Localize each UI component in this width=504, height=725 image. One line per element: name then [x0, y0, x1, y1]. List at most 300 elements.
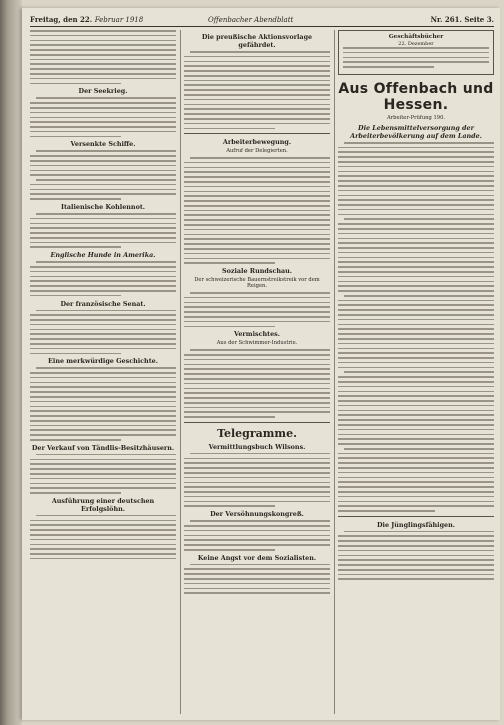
- article-heading: Der Verkauf von Tändlis-Besitzhäusern.: [31, 443, 175, 452]
- text-line: [36, 310, 176, 312]
- text-line: [30, 468, 176, 470]
- text-line: [184, 238, 330, 240]
- text-line: [30, 353, 121, 355]
- text-line: [338, 424, 494, 426]
- column-2: [184, 30, 330, 714]
- text-line: [184, 392, 330, 394]
- text-line: [30, 227, 176, 229]
- text-line: [338, 438, 494, 440]
- text-line: [184, 583, 330, 585]
- text-line: [338, 559, 494, 561]
- text-line: [338, 281, 494, 283]
- text-line: [30, 463, 176, 465]
- article-heading: Der Versöhnungskongreß.: [210, 510, 304, 519]
- text-line: [30, 83, 121, 85]
- text-line: [338, 481, 494, 483]
- text-line: [184, 496, 330, 498]
- text-line: [30, 68, 176, 70]
- text-line: [30, 40, 176, 42]
- text-line: [338, 410, 494, 412]
- text-line: [338, 266, 494, 268]
- text-line: [184, 573, 330, 575]
- text-line: [184, 354, 330, 356]
- text-line: [30, 539, 176, 541]
- text-line: [36, 179, 176, 181]
- article-heading: Keine Angst vor dem Sozialisten.: [197, 553, 317, 562]
- text-line: [30, 121, 176, 123]
- text-line: [343, 57, 489, 59]
- text-line: [184, 56, 330, 58]
- text-line: [344, 218, 494, 220]
- text-line: [30, 529, 176, 531]
- article-heading: Der französische Senat.: [60, 299, 146, 308]
- text-line: [338, 199, 494, 201]
- text-line: [30, 160, 176, 162]
- text-line: [184, 229, 330, 231]
- text-line: [338, 505, 494, 507]
- text-line: [30, 396, 176, 398]
- text-line: [184, 373, 330, 375]
- text-line: [338, 405, 494, 407]
- text-line: [184, 462, 330, 464]
- text-line: [343, 47, 489, 49]
- text-line: [30, 165, 176, 167]
- text-line: [30, 290, 176, 292]
- masthead-title: Offenbacher Abendblatt: [208, 16, 294, 24]
- text-line: [30, 343, 176, 345]
- text-line: [30, 54, 176, 56]
- text-line: [184, 191, 330, 193]
- article-subheading: Der schweizerische Bauernstreikstreik vor dem Reigen.: [194, 277, 320, 290]
- text-line: [184, 388, 330, 390]
- text-line: [338, 238, 494, 240]
- text-line: [184, 297, 330, 299]
- text-line: [338, 400, 494, 402]
- text-line: [184, 378, 330, 380]
- text-line: [338, 434, 494, 436]
- text-line: [338, 535, 494, 537]
- text-line: [30, 558, 176, 560]
- text-line: [338, 357, 494, 359]
- text-line: [338, 271, 494, 273]
- text-line: [343, 52, 489, 54]
- text-line: [338, 564, 494, 566]
- text-line: [30, 126, 176, 128]
- section-title: Aus Offenbach und Hessen.: [338, 80, 494, 113]
- text-line: [184, 248, 330, 250]
- text-line: [184, 118, 330, 120]
- text-line: [338, 419, 494, 421]
- text-line: [184, 383, 330, 385]
- text-line: [338, 338, 494, 340]
- section-subtitle: Arbeiter-Prüfung 190.: [386, 114, 446, 121]
- text-line: [338, 290, 494, 292]
- text-line: [30, 473, 176, 475]
- text-line: [184, 302, 330, 304]
- text-line: [184, 123, 330, 125]
- text-line: [338, 343, 494, 345]
- text-line: [30, 391, 176, 393]
- text-line: [30, 319, 176, 321]
- text-line: [338, 578, 494, 580]
- article-heading: Vermischtes.: [234, 330, 280, 339]
- text-line: [338, 247, 494, 249]
- text-line: [338, 457, 494, 459]
- text-line: [184, 535, 330, 537]
- text-line: [184, 89, 330, 91]
- text-line: [30, 483, 176, 485]
- text-line: [30, 102, 176, 104]
- text-line: [30, 520, 176, 522]
- text-line: [30, 117, 176, 119]
- text-line: [338, 252, 494, 254]
- text-line: [30, 329, 176, 331]
- text-line: [184, 530, 330, 532]
- text-line: [184, 61, 330, 63]
- masthead: [30, 14, 494, 27]
- text-line: [30, 232, 176, 234]
- text-line: [184, 321, 330, 323]
- article-heading: Vermittlungsbuch Wilsons.: [208, 442, 306, 451]
- text-line: [30, 193, 176, 195]
- text-line: [30, 280, 176, 282]
- text-line: [338, 185, 494, 187]
- text-line: [338, 501, 494, 503]
- text-line: [184, 65, 330, 67]
- text-line: [190, 157, 330, 159]
- text-line: [36, 515, 176, 517]
- text-line: [338, 391, 494, 393]
- text-line: [184, 104, 330, 106]
- text-line: [36, 97, 176, 99]
- text-line: [184, 205, 330, 207]
- text-line: [338, 300, 494, 302]
- text-line: [338, 367, 494, 369]
- text-line: [184, 99, 330, 101]
- text-line: [338, 333, 494, 335]
- text-line: [184, 397, 330, 399]
- text-line: [184, 416, 275, 418]
- text-line: [30, 44, 176, 46]
- text-line: [184, 544, 330, 546]
- text-line: [184, 214, 330, 216]
- text-line: [184, 253, 330, 255]
- text-line: [184, 359, 330, 361]
- text-line: [36, 150, 176, 152]
- text-line: [30, 524, 176, 526]
- article-heading: Die preußische Aktionsvorlage gefährdet.: [201, 33, 313, 49]
- text-line: [30, 30, 176, 32]
- text-line: [338, 319, 494, 321]
- column-rule: [180, 30, 181, 714]
- text-line: [30, 242, 176, 244]
- text-line: [30, 285, 176, 287]
- text-line: [184, 482, 330, 484]
- text-line: [338, 386, 494, 388]
- text-line: [338, 395, 494, 397]
- text-line: [30, 237, 176, 239]
- text-line: [184, 181, 330, 183]
- text-line: [338, 304, 494, 306]
- text-line: [184, 402, 330, 404]
- text-line: [30, 73, 176, 75]
- ad-title: Geschäftsbücher: [388, 34, 444, 40]
- text-line: [338, 309, 494, 311]
- text-line: [36, 454, 176, 456]
- text-line: [30, 131, 176, 133]
- text-line: [30, 189, 176, 191]
- text-line: [184, 70, 330, 72]
- text-line: [30, 170, 176, 172]
- text-line: [344, 371, 494, 373]
- text-line: [184, 491, 330, 493]
- horizontal-rule: [184, 133, 330, 134]
- text-line: [338, 328, 494, 330]
- horizontal-rule: [184, 422, 330, 423]
- text-line: [338, 233, 494, 235]
- text-line: [184, 94, 330, 96]
- text-line: [184, 234, 330, 236]
- text-line: [184, 588, 330, 590]
- text-line: [184, 364, 330, 366]
- text-line: [338, 228, 494, 230]
- text-line: [30, 420, 176, 422]
- text-line: [338, 477, 494, 479]
- text-line: [338, 462, 494, 464]
- article-heading: Die Jünglingsfähigen.: [377, 520, 455, 529]
- masthead-date: Freitag, den 22. Februar 1918: [30, 15, 144, 24]
- text-line: [36, 213, 176, 215]
- text-line: [30, 155, 176, 157]
- text-line: [30, 198, 121, 200]
- text-line: [338, 171, 494, 173]
- text-line: [344, 531, 494, 533]
- text-line: [338, 261, 494, 263]
- text-line: [30, 78, 176, 80]
- article-subheading: Aufruf der Delegierten.: [226, 148, 288, 155]
- text-line: [338, 257, 494, 259]
- text-line: [338, 496, 494, 498]
- article-heading: Eine merkwürdige Geschichte.: [48, 357, 158, 366]
- text-line: [36, 367, 176, 369]
- text-line: [338, 175, 494, 177]
- text-line: [338, 161, 494, 163]
- text-line: [30, 174, 176, 176]
- text-line: [30, 271, 176, 273]
- text-line: [338, 510, 435, 512]
- newspaper-page: [22, 8, 500, 720]
- text-line: [184, 477, 330, 479]
- ad-date: 22. Dezember: [398, 41, 434, 47]
- text-line: [30, 276, 176, 278]
- text-line: [338, 147, 494, 149]
- text-line: [338, 443, 494, 445]
- text-line: [184, 486, 330, 488]
- text-line: [30, 136, 121, 138]
- text-line: [184, 176, 330, 178]
- text-line: [344, 142, 494, 144]
- advertisement-box: [338, 30, 494, 75]
- text-line: [184, 162, 330, 164]
- text-line: [184, 578, 330, 580]
- text-line: [30, 544, 176, 546]
- text-line: [30, 372, 176, 374]
- text-line: [30, 348, 176, 350]
- text-line: [338, 190, 494, 192]
- text-line: [338, 276, 494, 278]
- text-line: [338, 491, 494, 493]
- text-line: [184, 219, 330, 221]
- text-line: [36, 261, 176, 263]
- text-line: [338, 429, 494, 431]
- text-line: [344, 295, 494, 297]
- text-line: [30, 295, 121, 297]
- page-binding-edge: [0, 0, 22, 725]
- text-line: [184, 316, 330, 318]
- text-line: [30, 410, 176, 412]
- text-line: [184, 195, 330, 197]
- text-line: [338, 242, 494, 244]
- text-line: [338, 195, 494, 197]
- text-line: [30, 377, 176, 379]
- horizontal-rule: [338, 516, 494, 517]
- text-line: [30, 333, 176, 335]
- article-subheading: Aus der Schwimmer-Industrie.: [216, 340, 298, 347]
- text-line: [338, 285, 494, 287]
- text-line: [338, 550, 494, 552]
- article-heading: Englische Hunde in Amerika.: [50, 251, 156, 260]
- text-line: [343, 66, 434, 68]
- text-line: [190, 292, 330, 294]
- text-line: [30, 246, 121, 248]
- text-line: [30, 184, 176, 186]
- text-line: [338, 467, 494, 469]
- article-heading: Die Lebensmittelversorgung der Arbeiterbevölkerung auf dem Lande.: [350, 123, 482, 140]
- text-line: [338, 574, 494, 576]
- text-line: [338, 453, 494, 455]
- text-line: [184, 539, 330, 541]
- text-line: [338, 314, 494, 316]
- text-line: [184, 525, 330, 527]
- text-line: [190, 349, 330, 351]
- text-line: [30, 218, 176, 220]
- text-line: [338, 414, 494, 416]
- text-line: [30, 534, 176, 536]
- text-line: [30, 112, 176, 114]
- text-line: [184, 258, 330, 260]
- text-line: [30, 107, 176, 109]
- text-line: [184, 210, 330, 212]
- text-line: [338, 180, 494, 182]
- text-line: [30, 425, 176, 427]
- text-line: [184, 549, 275, 551]
- text-line: [30, 49, 176, 51]
- telegrams-heading: Telegramme.: [217, 426, 297, 440]
- text-line: [30, 429, 176, 431]
- text-line: [190, 51, 330, 53]
- text-line: [184, 501, 330, 503]
- article-heading: Arbeiterbewegung.: [222, 138, 292, 147]
- text-line: [184, 306, 330, 308]
- text-line: [338, 214, 494, 216]
- text-line: [30, 478, 176, 480]
- text-line: [338, 569, 494, 571]
- masthead-page-number: Nr. 261. Seite 3.: [430, 15, 494, 24]
- text-line: [184, 84, 330, 86]
- text-line: [338, 324, 494, 326]
- text-line: [30, 338, 176, 340]
- text-line: [338, 472, 494, 474]
- text-line: [30, 487, 176, 489]
- text-line: [184, 411, 330, 413]
- column-1: [30, 30, 176, 714]
- text-line: [190, 453, 330, 455]
- text-line: [184, 407, 330, 409]
- text-line: [338, 204, 494, 206]
- text-line: [30, 492, 121, 494]
- text-line: [338, 540, 494, 542]
- text-line: [30, 324, 176, 326]
- text-line: [184, 311, 330, 313]
- article-heading: Soziale Rundschau.: [221, 267, 292, 276]
- text-line: [338, 362, 494, 364]
- column-rule: [334, 30, 335, 714]
- text-line: [30, 548, 176, 550]
- text-line: [184, 243, 330, 245]
- text-line: [30, 386, 176, 388]
- article-heading: Italienische Kohlennot.: [60, 203, 146, 211]
- text-line: [30, 406, 176, 408]
- text-line: [338, 223, 494, 225]
- text-line: [184, 326, 275, 328]
- text-line: [30, 266, 176, 268]
- text-line: [184, 505, 275, 507]
- text-line: [338, 376, 494, 378]
- text-line: [190, 520, 330, 522]
- text-line: [338, 166, 494, 168]
- article-heading: Versenkte Schiffe.: [70, 140, 136, 149]
- text-line: [344, 448, 494, 450]
- text-line: [338, 151, 494, 153]
- text-line: [30, 223, 176, 225]
- text-line: [338, 156, 494, 158]
- text-line: [30, 439, 121, 441]
- text-line: [184, 368, 330, 370]
- text-line: [338, 555, 494, 557]
- text-line: [184, 171, 330, 173]
- text-line: [184, 128, 275, 130]
- text-line: [184, 224, 330, 226]
- text-line: [184, 592, 330, 594]
- text-line: [184, 167, 330, 169]
- text-line: [184, 200, 330, 202]
- text-line: [30, 314, 176, 316]
- text-line: [184, 472, 330, 474]
- text-line: [30, 59, 176, 61]
- text-line: [184, 113, 330, 115]
- column-3: [338, 30, 494, 714]
- text-line: [338, 352, 494, 354]
- text-line: [30, 63, 176, 65]
- text-line: [30, 553, 176, 555]
- text-line: [184, 467, 330, 469]
- text-line: [184, 186, 330, 188]
- text-line: [30, 401, 176, 403]
- text-line: [184, 568, 330, 570]
- text-line: [184, 262, 275, 264]
- text-line: [184, 75, 330, 77]
- text-line: [30, 434, 176, 436]
